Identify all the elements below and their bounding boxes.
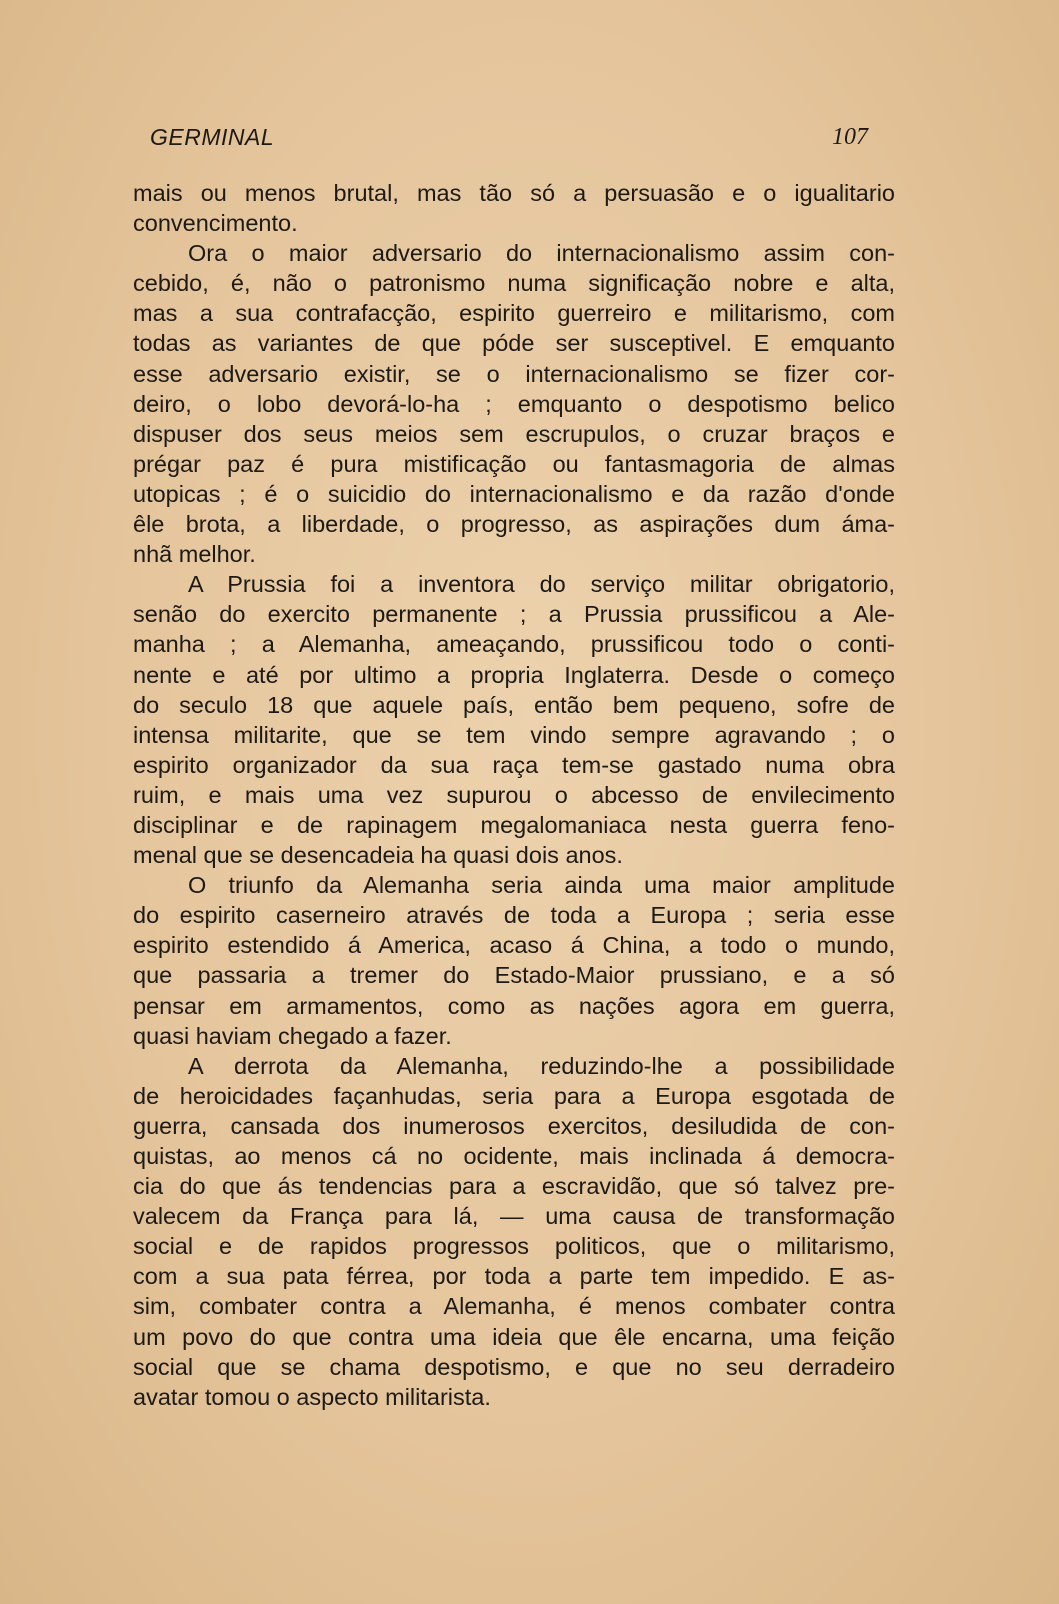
- running-header: [150, 124, 868, 164]
- text-line: disciplinar e de rapinagem megalomaniaca nesta guerra feno-: [133, 811, 895, 838]
- text-line: convencimento.: [133, 210, 298, 237]
- text-line: mais ou menos brutal, mas tão só a persuasão e o igualitario: [133, 180, 895, 206]
- text-line: dispuser dos seus meios sem escrupulos, o cruzar braços e: [133, 420, 895, 447]
- text-line: que passaria a tremer do Estado-Maior prussiano, e a só: [133, 962, 895, 989]
- text-line: cebido, é, não o patronismo numa significação nobre e alta,: [133, 270, 895, 297]
- text-line: um povo do que contra uma ideia que êle encarna, uma feição: [133, 1323, 895, 1350]
- text-line: social que se chama despotismo, e que no seu derradeiro: [133, 1353, 895, 1380]
- text-line: deiro, o lobo devorá-lo-ha ; emquanto o despotismo belico: [133, 390, 895, 417]
- text-line: do seculo 18 que aquele país, então bem pequeno, sofre de: [133, 691, 895, 718]
- text-line: êle brota, a liberdade, o progresso, as aspirações dum áma-: [133, 511, 895, 538]
- text-line: quasi haviam chegado a fazer.: [133, 1022, 452, 1049]
- text-line: cia do que ás tendencias para a escravidão, que só talvez pre-: [133, 1173, 895, 1200]
- text-line: de heroicidades façanhudas, seria para a Europa esgotada de: [133, 1082, 895, 1109]
- text-line: avatar tomou o aspecto militarista.: [133, 1383, 491, 1410]
- text-line: A Prussia foi a inventora do serviço militar obrigatorio,: [188, 571, 895, 598]
- text-line: nente e até por ultimo a propria Inglaterra. Desde o começo: [133, 661, 895, 688]
- text-line: ruim, e mais uma vez supurou o abcesso de envilecimento: [133, 781, 895, 808]
- body-text: [133, 178, 895, 1412]
- text-line: menal que se desencadeia ha quasi dois anos.: [133, 842, 623, 869]
- text-line: espirito organizador da sua raça tem-se gastado numa obra: [133, 751, 895, 778]
- page-number: 107: [832, 124, 868, 150]
- text-line: todas as variantes de que póde ser susceptivel. E emquanto: [133, 330, 895, 357]
- text-line: utopicas ; é o suicidio do internacionalismo e da razão d'onde: [133, 480, 895, 507]
- text-line: com a sua pata férrea, por toda a parte tem impedido. E as-: [133, 1263, 895, 1290]
- text-line: mas a sua contrafacção, espirito guerreiro e militarismo, com: [133, 300, 895, 327]
- text-line: senão do exercito permanente ; a Prussia prussificou a Ale-: [133, 601, 895, 628]
- text-line: intensa militarite, que se tem vindo sempre agravando ; o: [133, 721, 895, 748]
- text-line: O triunfo da Alemanha seria ainda uma maior amplitude: [188, 872, 895, 899]
- text-line: social e de rapidos progressos politicos, que o militarismo,: [133, 1233, 895, 1260]
- text-line: esse adversario existir, se o internacionalismo se fizer cor-: [133, 360, 895, 387]
- text-line: espirito estendido á America, acaso á China, a todo o mundo,: [133, 932, 895, 959]
- text-line: valecem da França para lá, — uma causa de transformação: [133, 1203, 895, 1230]
- text-line: sim, combater contra a Alemanha, é menos combater contra: [133, 1293, 895, 1320]
- text-line: Ora o maior adversario do internacionalismo assim con-: [188, 240, 895, 267]
- text-line: A derrota da Alemanha, reduzindo-lhe a possibilidade: [188, 1052, 895, 1079]
- text-line: nhã melhor.: [133, 541, 256, 568]
- text-line: do espirito caserneiro através de toda a Europa ; seria esse: [133, 902, 895, 929]
- text-line: prégar paz é pura mistificação ou fantasmagoria de almas: [133, 450, 895, 477]
- running-title: GERMINAL: [150, 124, 275, 150]
- text-line: guerra, cansada dos inumerosos exercitos, desiludida de con-: [133, 1112, 895, 1139]
- text-line: pensar em armamentos, como as nações agora em guerra,: [133, 992, 895, 1019]
- text-line: manha ; a Alemanha, ameaçando, prussificou todo o conti-: [133, 631, 895, 658]
- text-line: quistas, ao menos cá no ocidente, mais inclinada á democra-: [133, 1143, 895, 1169]
